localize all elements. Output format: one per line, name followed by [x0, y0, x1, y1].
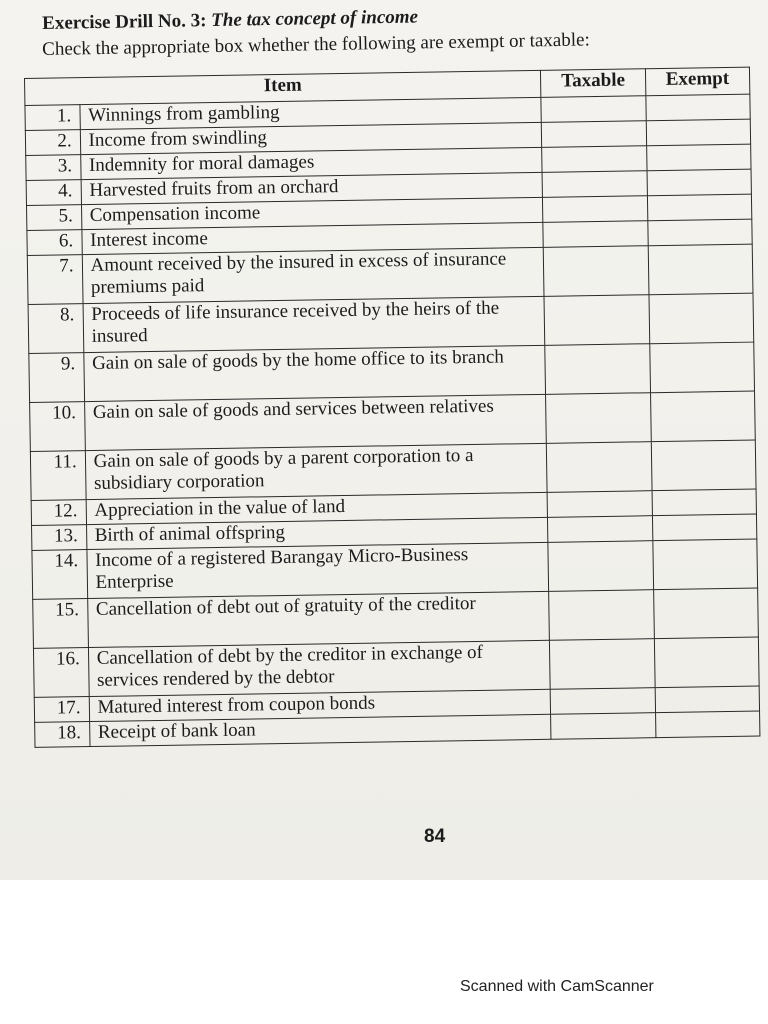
- row-number: 9.: [29, 353, 84, 403]
- taxable-checkbox[interactable]: [547, 442, 652, 493]
- exempt-checkbox[interactable]: [646, 144, 751, 171]
- exempt-checkbox[interactable]: [647, 219, 752, 246]
- exercise-table-container: [24, 67, 760, 748]
- row-item: Appreciation in the value of land: [86, 492, 548, 524]
- exercise-title-prefix: Exercise Drill No. 3:: [42, 10, 207, 34]
- row-item: Cancellation of debt by the creditor in exchange of services rendered by the debtor: [88, 640, 550, 696]
- column-header-item: Item: [25, 70, 542, 105]
- row-item: Income of a registered Barangay Micro-Business Enterprise: [87, 542, 549, 598]
- taxable-checkbox[interactable]: [550, 639, 655, 690]
- exempt-checkbox[interactable]: [652, 514, 757, 541]
- row-number: 12.: [31, 500, 86, 526]
- row-item: Cancellation of debt out of gratuity of the creditor: [87, 591, 549, 647]
- taxable-checkbox[interactable]: [544, 295, 649, 346]
- taxable-checkbox[interactable]: [546, 393, 651, 444]
- taxable-checkbox[interactable]: [549, 590, 654, 641]
- exempt-checkbox[interactable]: [653, 539, 758, 590]
- taxable-checkbox[interactable]: [544, 246, 649, 297]
- taxable-checkbox[interactable]: [548, 541, 653, 592]
- row-item: Winnings from gambling: [80, 97, 542, 129]
- taxable-checkbox[interactable]: [548, 516, 653, 543]
- scanner-watermark: Scanned with CamScanner: [460, 978, 654, 995]
- row-number: 2.: [25, 130, 80, 156]
- row-number: 18.: [35, 722, 90, 748]
- row-item: Compensation income: [81, 197, 543, 229]
- exempt-checkbox[interactable]: [647, 169, 752, 196]
- row-item: Gain on sale of goods by a parent corporation to a subsidiary corporation: [85, 443, 547, 499]
- row-number: 6.: [27, 230, 82, 256]
- row-item: Gain on sale of goods and services between relatives: [84, 394, 546, 450]
- row-item: Income from swindling: [80, 122, 542, 154]
- taxable-checkbox[interactable]: [547, 491, 652, 518]
- row-number: 3.: [26, 155, 81, 181]
- row-item: Gain on sale of goods by the home office to its branch: [83, 345, 545, 401]
- exempt-checkbox[interactable]: [655, 686, 760, 713]
- exempt-checkbox[interactable]: [646, 94, 751, 121]
- exempt-checkbox[interactable]: [649, 293, 754, 344]
- row-item: Matured interest from coupon bonds: [89, 689, 551, 721]
- row-number: 11.: [30, 451, 85, 501]
- exercise-title-topic: The tax concept of income: [211, 6, 419, 32]
- exempt-checkbox[interactable]: [655, 711, 760, 738]
- row-item: Birth of animal offspring: [86, 517, 548, 549]
- row-item: Proceeds of life insurance received by the heirs of the insured: [83, 296, 545, 352]
- exempt-checkbox[interactable]: [649, 342, 754, 393]
- taxable-checkbox[interactable]: [545, 344, 650, 395]
- exempt-checkbox[interactable]: [647, 194, 752, 221]
- row-number: 1.: [25, 105, 80, 131]
- exempt-checkbox[interactable]: [651, 440, 756, 491]
- exempt-checkbox[interactable]: [653, 588, 758, 639]
- taxable-checkbox[interactable]: [542, 121, 647, 148]
- taxable-checkbox[interactable]: [541, 96, 646, 123]
- row-item: Amount received by the insured in excess of insurance premiums paid: [82, 247, 544, 303]
- taxable-checkbox[interactable]: [542, 171, 647, 198]
- taxable-checkbox[interactable]: [542, 146, 647, 173]
- row-number: 5.: [27, 205, 82, 231]
- exercise-instruction: Check the appropriate box whether the following are exempt or taxable:: [42, 29, 590, 60]
- row-number: 15.: [33, 599, 88, 649]
- taxable-checkbox[interactable]: [543, 221, 648, 248]
- row-number: 17.: [34, 697, 89, 723]
- exercise-table: [24, 67, 760, 748]
- exempt-checkbox[interactable]: [646, 119, 751, 146]
- taxable-checkbox[interactable]: [543, 196, 648, 223]
- column-header-exempt: Exempt: [645, 67, 750, 96]
- row-item: Interest income: [81, 222, 543, 254]
- exempt-checkbox[interactable]: [650, 391, 755, 442]
- taxable-checkbox[interactable]: [551, 688, 656, 715]
- row-number: 7.: [27, 255, 82, 305]
- column-header-taxable: Taxable: [541, 69, 646, 98]
- exempt-checkbox[interactable]: [654, 637, 759, 688]
- row-number: 16.: [33, 648, 88, 698]
- row-item: Harvested fruits from an orchard: [81, 172, 543, 204]
- exempt-checkbox[interactable]: [652, 489, 757, 516]
- exempt-checkbox[interactable]: [648, 244, 753, 295]
- row-number: 4.: [26, 180, 81, 206]
- row-number: 14.: [32, 550, 87, 600]
- row-number: 8.: [28, 304, 83, 354]
- row-item: Indemnity for moral damages: [80, 147, 542, 179]
- taxable-checkbox[interactable]: [551, 713, 656, 740]
- page-number: 84: [424, 826, 446, 847]
- row-item: Receipt of bank loan: [89, 714, 551, 746]
- row-number: 10.: [30, 402, 85, 452]
- row-number: 13.: [32, 525, 87, 551]
